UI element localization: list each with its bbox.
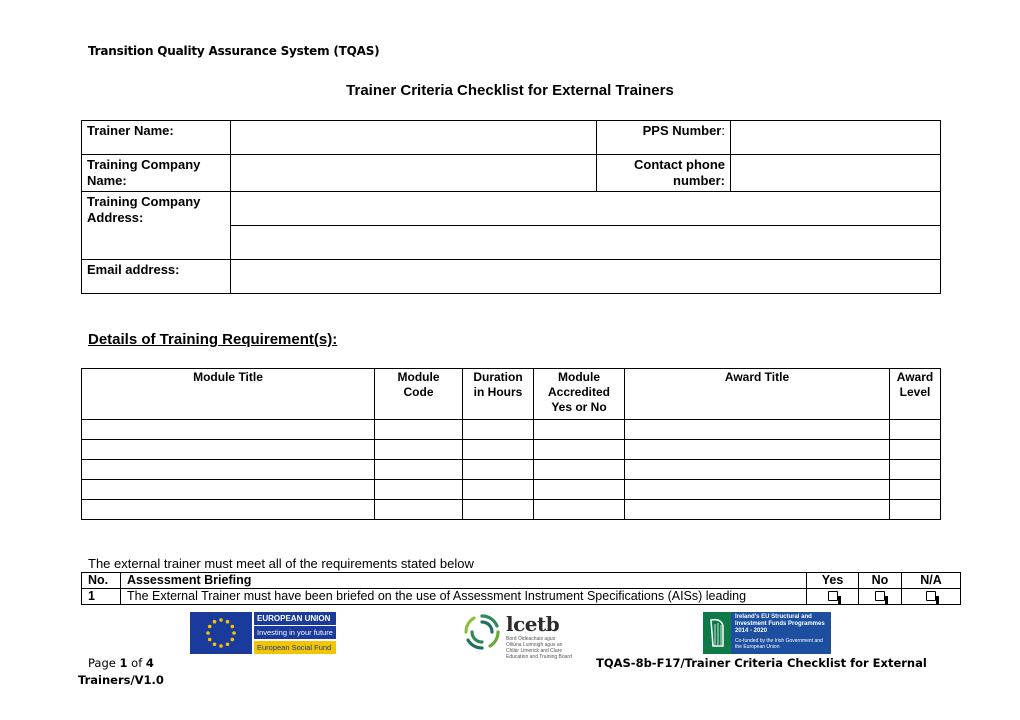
lcetb-swirl-icon [462, 612, 502, 652]
company-name-label: Training Company Name: [82, 155, 231, 192]
col-assessment-briefing: Assessment Briefing [121, 573, 807, 589]
eu-logo [190, 612, 336, 654]
document-reference-version: Trainers/V1.0 [78, 673, 164, 687]
checkbox-icon [875, 591, 885, 601]
col-award-title: Award Title [625, 369, 890, 420]
email-field[interactable] [231, 260, 941, 294]
eu-logo-fund: European Social Fund [254, 641, 336, 654]
table-row [82, 460, 941, 480]
training-requirements-heading: Details of Training Requirement(s): [88, 331, 338, 348]
trainer-name-field[interactable] [231, 121, 597, 155]
ireland-esif-logo [703, 612, 831, 654]
ireland-logo-title: Ireland's EU Structural and Investment Funds Programmes 2014 - 2020 [735, 614, 825, 634]
table-row [82, 480, 941, 500]
document-header: Transition Quality Assurance System (TQAS) [88, 44, 380, 58]
col-award-level: Award Level [890, 369, 941, 420]
table-row [82, 589, 961, 605]
requirements-intro: The external trainer must meet all of the requirements stated below [88, 556, 474, 571]
ireland-logo-cofund: Co-funded by the Irish Government and the European Union [735, 638, 823, 650]
na-checkbox[interactable] [902, 589, 961, 605]
lcetb-logo-subtitle: Bord Oideachais agus Oiliúna Luimnigh agus an Chláir Limerick and Clare Education and Training Board [506, 636, 572, 660]
checkbox-icon [926, 591, 936, 601]
harp-icon [703, 612, 731, 654]
training-requirements-table [81, 368, 941, 520]
document-title: Trainer Criteria Checklist for External Trainers [346, 82, 674, 99]
trainer-details-table [81, 120, 941, 294]
checkbox-icon [828, 591, 838, 601]
company-name-field[interactable] [231, 155, 597, 192]
table-row [82, 500, 941, 520]
lcetb-logo [462, 612, 572, 660]
col-no: No. [82, 573, 121, 589]
company-address-label: Training Company Address: [82, 192, 231, 260]
requirement-text: The External Trainer must have been briefed on the use of Assessment Instrument Specifications (AISs) leading [121, 589, 807, 605]
eu-flag-icon [190, 612, 252, 654]
pps-number-field[interactable] [731, 121, 941, 155]
col-no-answer: No [859, 573, 902, 589]
requirements-table [81, 572, 961, 605]
eu-logo-tagline: Investing in your future [254, 626, 336, 639]
col-accredited: Module Accredited Yes or No [534, 369, 625, 420]
col-duration: Duration in Hours [463, 369, 534, 420]
requirement-number: 1 [82, 589, 121, 605]
company-address-field-2[interactable] [231, 226, 941, 260]
col-module-code: Module Code [375, 369, 463, 420]
lcetb-logo-name: lcetb [506, 612, 560, 636]
contact-phone-label: Contact phone number: [597, 155, 731, 192]
table-row [82, 440, 941, 460]
pps-number-label: PPS Number: [597, 121, 731, 155]
no-checkbox[interactable] [859, 589, 902, 605]
contact-phone-field[interactable] [731, 155, 941, 192]
table-row [82, 420, 941, 440]
company-address-field-1[interactable] [231, 192, 941, 226]
document-reference: TQAS-8b-F17/Trainer Criteria Checklist for External [596, 656, 927, 670]
email-label: Email address: [82, 260, 231, 294]
eu-logo-text: EUROPEAN UNION [254, 612, 336, 625]
page-number: Page 1 of 4 [88, 656, 154, 670]
trainer-name-label: Trainer Name: [82, 121, 231, 155]
yes-checkbox[interactable] [807, 589, 859, 605]
col-yes: Yes [807, 573, 859, 589]
col-module-title: Module Title [82, 369, 375, 420]
col-na: N/A [902, 573, 961, 589]
